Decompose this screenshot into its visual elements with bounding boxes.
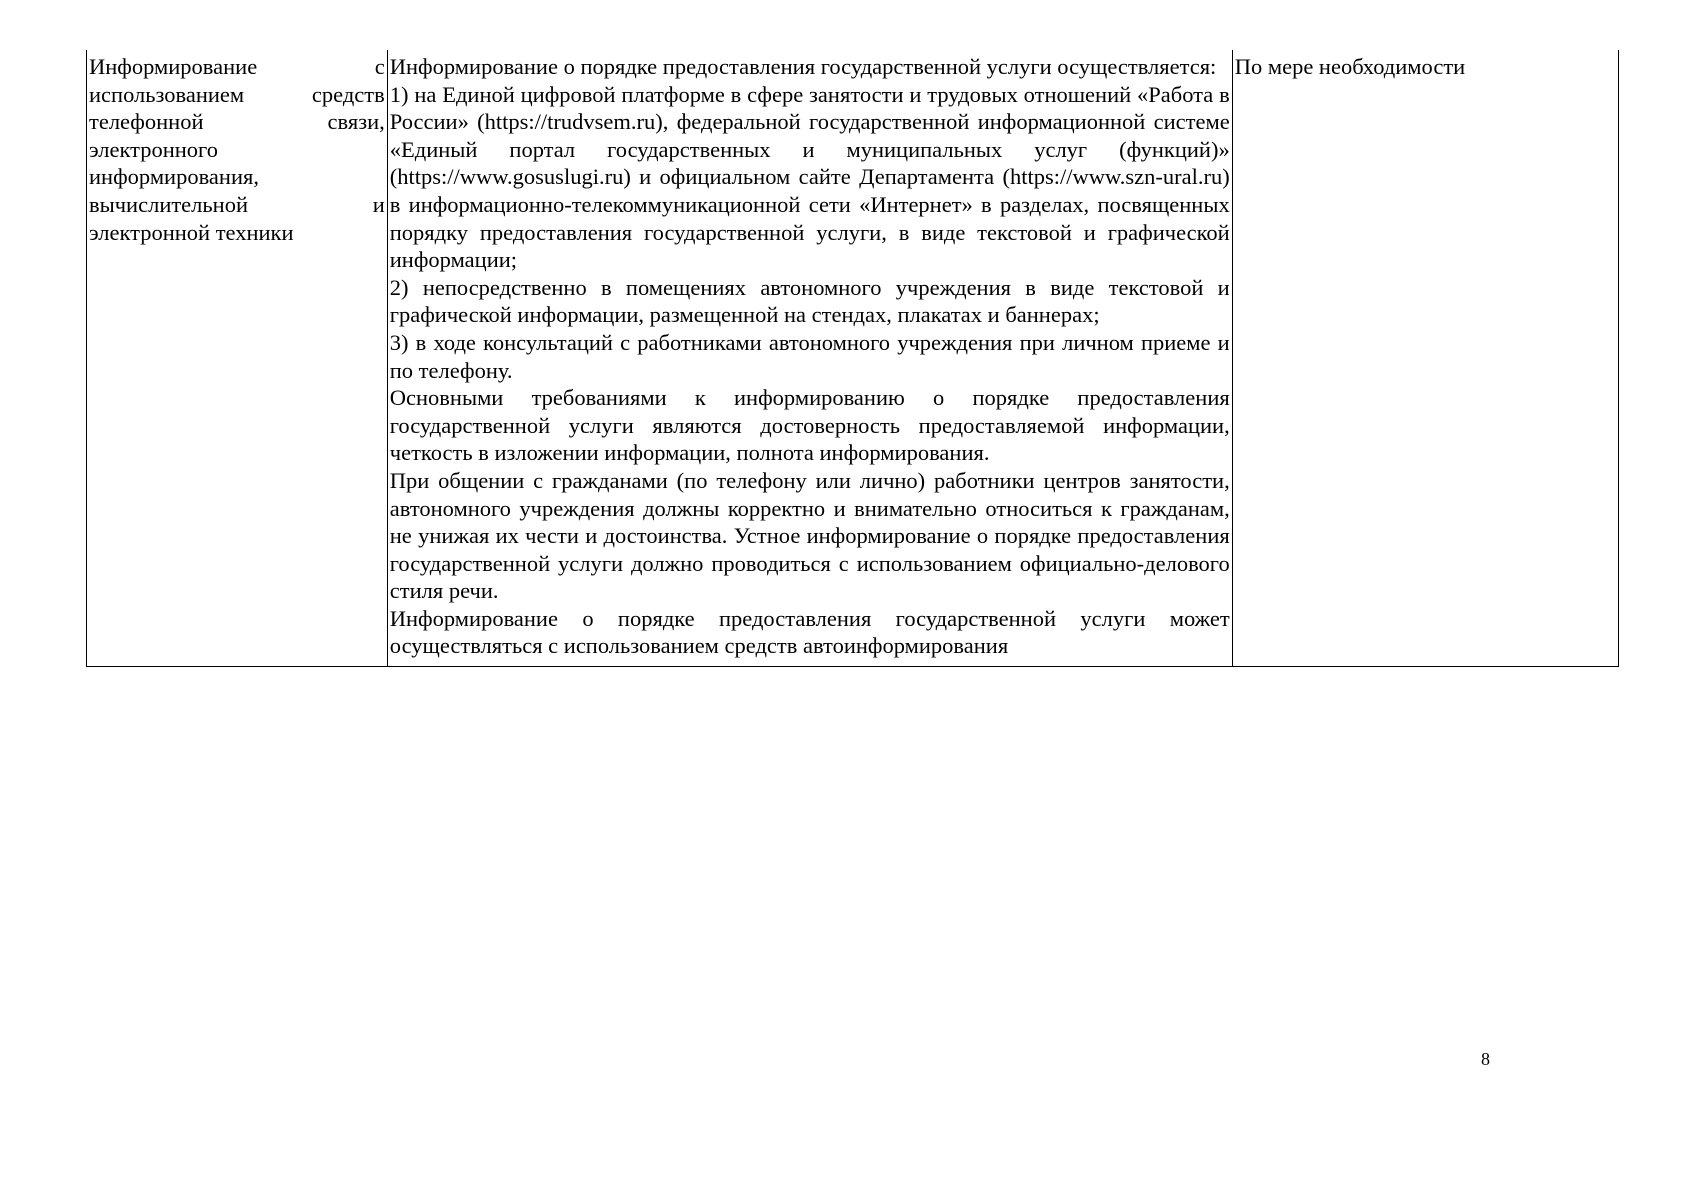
description-cell: [387, 50, 1232, 667]
page-number: 8: [1481, 1049, 1490, 1069]
description-paragraph-autoinforming: Информирование о порядке предоставления государственной услуги может осуществляться с использованием средств автоинформирования: [389, 605, 1230, 659]
table-row: [87, 50, 1619, 667]
description-paragraph-item-3: 3) в ходе консультаций с работниками автономного учреждения при личном приеме и по телефону.: [389, 329, 1230, 383]
description-paragraph-intro: Информирование о порядке предоставления государственной услуги осуществляется:: [389, 54, 1217, 79]
description-paragraph-communication: При общении с гражданами (по телефону или лично) работники центров занятости, автономного учреждения должны корректно и внимательно относиться к гражданам, не унижая их чести и достоинства. Устное информирование о порядке предоставления государственной услуги должно проводиться с использованием официально-делового стиля речи.: [389, 467, 1230, 604]
description-paragraph-item-2: 2) непосредственно в помещениях автономного учреждения в виде текстовой и графической информации, размещенной на стендах, плакатах и баннерах;: [389, 274, 1230, 328]
frequency-cell: По мере необходимости: [1232, 50, 1618, 667]
informing-table: [86, 50, 1619, 667]
method-cell: Информирование с использованием средств телефонной связи, электронного информирования, вычислительной и электронной техники: [87, 50, 388, 667]
description-paragraph-item-1: 1) на Единой цифровой платформе в сфере занятости и трудовых отношений «Работа в России» (https://trudvsem.ru), федеральной государственной информационной системе «Единый портал государственных и муниципальных услуг (функций)» (https://www.gosuslugi.ru) и официальном сайте Департамента (https://www.szn-ural.ru) в информационно-телекоммуникационной сети «Интернет» в разделах, посвященных порядку предоставления государственной услуги, в виде текстовой и графической информации;: [389, 81, 1230, 273]
description-paragraph-requirements: Основными требованиями к информированию о порядке предоставления государственной услуги являются достоверность предоставляемой информации, четкость в изложении информации, полнота информирования.: [389, 385, 1230, 466]
